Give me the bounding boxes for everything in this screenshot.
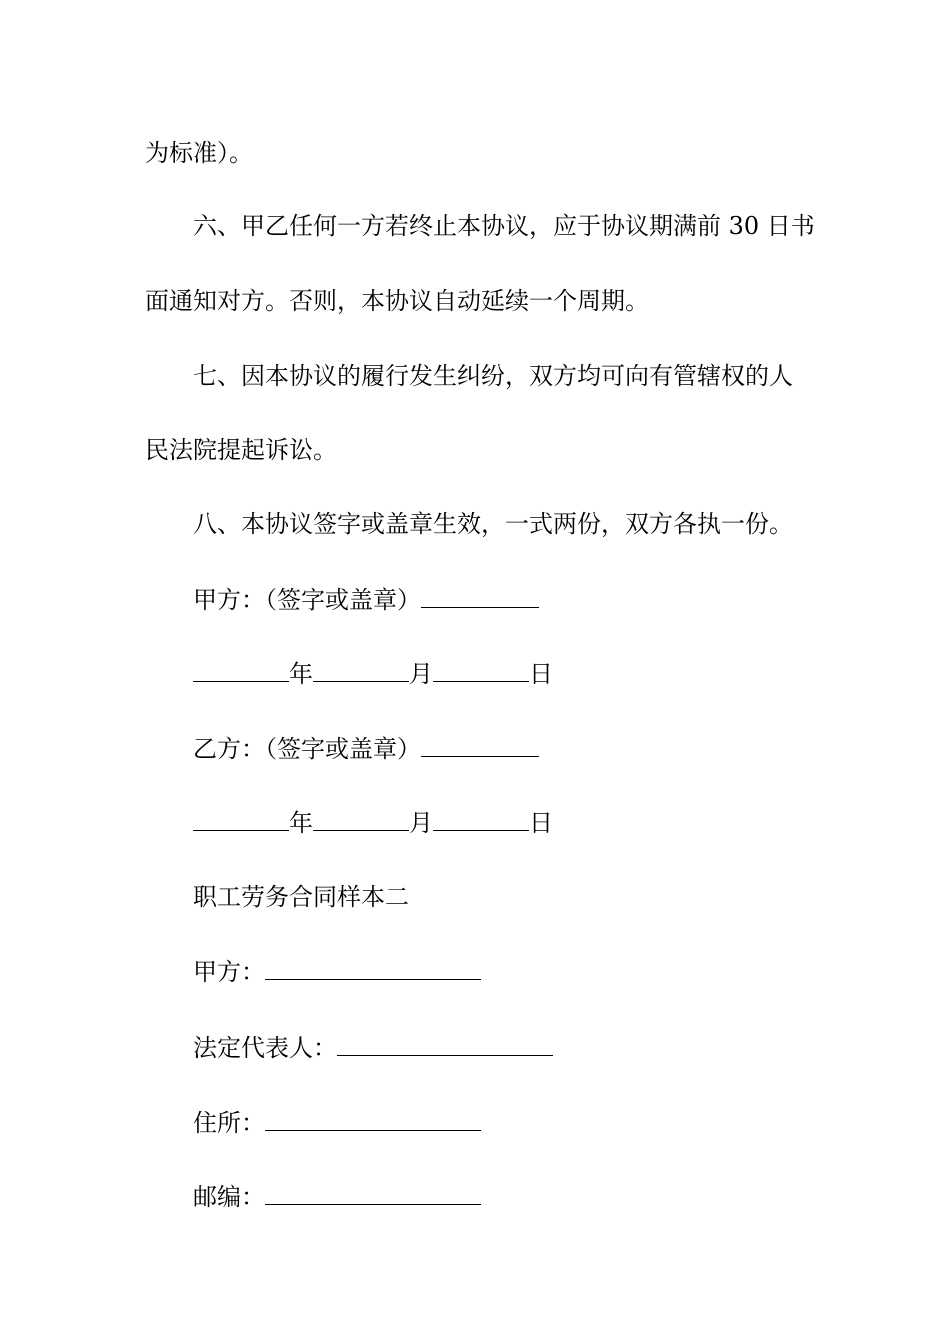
party-a-field-blank (265, 957, 481, 980)
sample-2-title: 职工劳务合同样本二 (193, 883, 409, 911)
party-b-signature-blank (421, 734, 539, 757)
day-blank (433, 659, 529, 682)
address-blank (265, 1108, 481, 1131)
postcode-blank (265, 1182, 481, 1205)
party-a-date-line (193, 658, 553, 690)
party-a-signature-blank (421, 585, 539, 608)
party-b-signature-line (193, 733, 539, 765)
month-label: 月 (409, 809, 433, 837)
day-label: 日 (529, 660, 553, 688)
paragraph-6-line-2: 面通知对方。否则，本协议自动延续一个周期。 (145, 287, 649, 315)
day-label: 日 (529, 809, 553, 837)
legal-representative-label: 法定代表人： (193, 1034, 337, 1062)
address-field (193, 1107, 481, 1139)
paragraph-8: 八、本协议签字或盖章生效，一式两份，双方各执一份。 (193, 510, 793, 538)
month-blank (313, 808, 409, 831)
party-a-field-label: 甲方： (193, 958, 265, 986)
legal-representative-blank (337, 1033, 553, 1056)
postcode-field (193, 1181, 481, 1213)
party-a-signature-label: 甲方：（签字或盖章） (193, 586, 421, 614)
month-label: 月 (409, 660, 433, 688)
party-a-field (193, 956, 481, 988)
year-label: 年 (289, 660, 313, 688)
legal-representative-field (193, 1032, 553, 1064)
address-label: 住所： (193, 1109, 265, 1137)
year-blank (193, 659, 289, 682)
paragraph-6-line-1: 六、甲乙任何一方若终止本协议，应于协议期满前 30 日书 (193, 212, 815, 240)
year-blank (193, 808, 289, 831)
party-b-signature-label: 乙方：（签字或盖章） (193, 735, 421, 763)
party-b-date-line (193, 807, 553, 839)
paragraph-7-line-1: 七、因本协议的履行发生纠纷，双方均可向有管辖权的人 (193, 362, 793, 390)
day-blank (433, 808, 529, 831)
party-a-signature-line (193, 584, 539, 616)
postcode-label: 邮编： (193, 1183, 265, 1211)
paragraph-7-line-2: 民法院提起诉讼。 (145, 436, 337, 464)
year-label: 年 (289, 809, 313, 837)
month-blank (313, 659, 409, 682)
paragraph-5-tail: 为标准）。 (145, 139, 253, 167)
